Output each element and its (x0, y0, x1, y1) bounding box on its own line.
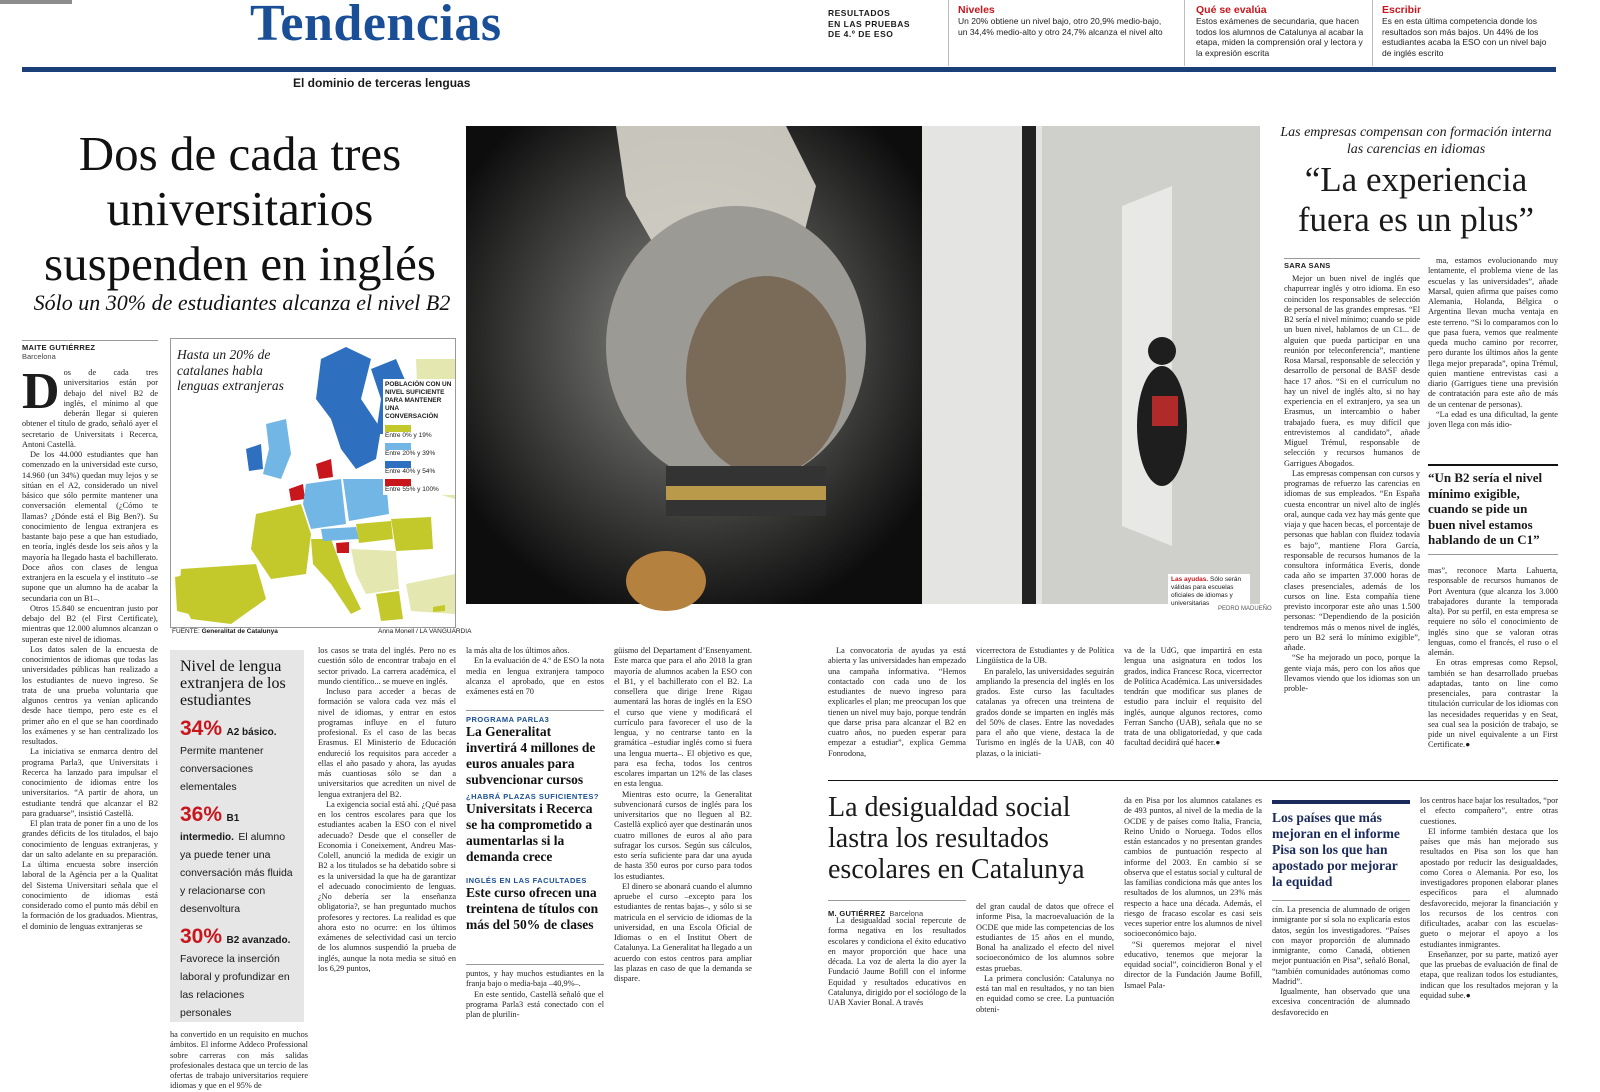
article-column-7: va de la UdG, que impartirá en esta lengua una asignatura en todos los grados, indica Francesc Roca, vicerrector de Política Académica. Las universidades tendrán que modificar sus planes de estudio para incluir el requisito del inglés, aunque algunos rectores, como Ferran Sancho (UAB), señala que no se trata de una obligatoriedad, y que cada facultad decidirá qué hacer.● (1124, 646, 1263, 748)
article-column-4: güismo del Departament d’Ensenyament. Este marca que para el año 2018 la gran mayoría de alumnos acaben la ESO con el B1, y el bachillerato con el B2. La consellera que dirige Irene Rigau aumentará las horas de inglés en la ESO el curso que viene y modificará el currículo para favorecer el uso de la lengua, y no centrarse tanto en la gramática –estudiar inglés como si fuera una lengua muerta–. El objetivo es que, para esa fecha, todos los centros escolares impartan un 12% de las clases en esta lengua. Mientras esto ocurre, la Generalitat subvencionará cursos de inglés para los universitarios que no lleguen al B2. Castellà explicó ayer que destinarán unos cuatro millones de euros al año para sufragar los cursos. Según sus cálculos, esto sería suficiente para dar una ayuda de hasta 350 euros por curso para todos los estudiantes. El dinero se abonará cuando el alumno apruebe el curso –excepto para los estudiantes de rentas bajas–, y sólo si se matricula en el servicio de idiomas de la universidad, en una Escola Oficial de Idiomas o en el Institut Obert de Catalunya. La Generalitat ha llegado a un acuerdo con estos centros para ampliar las plazas en caso de que la demanda se dispare. (614, 646, 752, 983)
article-column-2-tail: ha convertido en un requisito en muchos ámbitos. El informe Addeco Professional sobre carreras con más salidas profesionales destaca que un tercio de las ofertas de trabajo universitarios requiere idiomas y que en el 95% de (170, 1030, 308, 1091)
photo-corridor (922, 126, 1260, 604)
sidebar-facultades: INGLÉS EN LAS FACULTADES Este curso ofrecen una treintena de títulos con más del 50% de clases (466, 876, 599, 932)
article-divider (828, 780, 1558, 781)
map-source: FUENTE: Generalitat de Catalunya (172, 628, 278, 635)
results-label: RESULTADOS EN LAS PRUEBAS DE 4.º DE ESO (828, 8, 911, 39)
right-column-2a: ma, estamos evolucionando muy lentamente, el problema viene de las escuelas y las universidades”, añade Marsal, quien afirma que países como Alemania, Holanda, Bélgica o Argentina llevan mucha ventaja en este terreno. “Si lo comparamos con lo que pasa fuera, vemos que realmente queda mucho camino por recorrer, pero durante los últimos años la gente llega mejor preparada”, opina Trémul, quien mantiene entrevistas casi a diario (Garrigues tiene una previsión de contratación para este año de más de un centenar de personas). “La edad es una dificultad, la gente joven llega con más idio- (1428, 256, 1558, 429)
article-column-6: vicerrectora de Estudiantes y de Política Lingüística de la UB. En paralelo, las universidades seguirán ampliando la presencia del inglés en los grados. Este curso las facultades catalanas ya ofrecen una treintena de grados donde se imparten en inglés más del 50% de clases. Entre las novedades para el año que viene, destaca la de Turismo en inglés de la UAB, con 40 plazas, o la iniciati- (976, 646, 1114, 758)
header-divider (1184, 0, 1185, 66)
section-title: Tendencias (250, 0, 502, 52)
second-column-1: La desigualdad social repercute de forma negativa en los resultados escolares y condiciona el éxito educativo en mayor proporción que hace una década. La voz de alerta la dio ayer la Fundació Jaume Bofill con el informe Equidad y resultados educativos en Catalunya, dirigido por el sociólogo de la UAB Xavier Bonal. A través (828, 916, 966, 1007)
right-kicker: Las empresas compensan con formación interna las carencias en idiomas (1280, 125, 1552, 157)
drop-cap: D (22, 363, 60, 420)
level-b2: 30% B2 avanzado. Favorece la inserción laboral y profundizar en las relaciones personales (180, 925, 291, 1019)
photo-credit: PEDRO MADUEÑO (1218, 606, 1272, 612)
legend-swatch (385, 479, 411, 486)
article-column-5: La convocatoria de ayudas ya está abierta y las universidades han empezado una campaña informativa. “Hemos contactado con cada uno de los estudiantes de nuevo ingreso para explicarles el plan; me preocupan los que tienen un nivel muy bajo, porque tendrán que darse prisa para alcanzar el B2 en cuatro años, no pueden esperar para empezar a estudiar”, explica Gemma Fonrodona, (828, 646, 966, 758)
pisa-highlight-box: Los países que más mejoran en el informe Pisa son los que han apostado por mejorar la equidad (1272, 800, 1410, 890)
sidebar-plazas: ¿HABRÁ PLAZAS SUFICIENTES? Universitats i Recerca se ha comprometido a aumentarlas si la demanda crece (466, 792, 599, 864)
photo-caption: Las ayudas. Sólo serán válidas para escuelas oficiales de idiomas y universitarias (1168, 574, 1250, 618)
article-column-1: D os de cada tres universitarios están por debajo del nivel B2 de inglés, el mínimo al que deberán llegar si quieren obtener el título de grado, señaló ayer el secretario de Universitats i Recerca, Antoni Castellà. De los 44.000 estudiantes que han comenzado en la universidad este curso, 14.960 (un 34%) quedan muy lejos y se sitúan en el A2, considerado un nivel básico que sólo permite mantener una conversación elemental (¿Cómo te llamas? ¿Dónde está el Big Ben?). Su conocimiento de lengua extranjera es bastante bajo pese a que han estudiado, en teoría, inglés desde los seis años y la mayoría ha llegado hasta el bachillerato. Doce años con clases de lengua extranjera en la escuela y el instituto –se supone que un alumno ha de acabar la secundaria con un B1–. Otros 15.840 se encuentran justo por debajo del B2 (el First Certificate), mientras que 12.000 alumnos alcanzan o superan este nivel de idiomas. Los datos salen de la encuesta de conocimientos de idiomas que todas las universidades públicas han realizado a los estudiantes de nuevo ingreso. Se trata de una prueba voluntaria que algunos centros ya venían aplicando desde hace tiempo, pero este es el primer año en el que se han coordinado los exámenes y se han centralizado los resultados. La iniciativa se enmarca dentro del programa Parla3, que Universitats i Recerca ha lanzado para impulsar el conocimiento de idiomas entre los universitarios. “A partir de ahora, un estudiante tendrá que alcanzar el B2 para graduarse”, insistió Castellà. El plan trata de poner fin a uno de los grandes déficits de los titulados, el bajo conocimiento de lenguas extranjeras, y dar un salto adelante en su preparación. La última encuesta sobre inserción laboral de la Agència per a la Qualitat del Sistema Universitari señala que el conocimiento de idiomas está considerado como el punto más débil en la formación de los graduados. Mientras, el dominio de lenguas extranjeras se (22, 363, 158, 931)
europe-map-graphic (170, 338, 456, 628)
article-column-2: los casos se trata del inglés. Pero no es cuestión sólo de encontrar trabajo en el sector privado. La carrera académica, el mundo científico... se mueve en inglés. Incluso para acceder a becas de formación se valora cada vez más el nivel de idiomas, y entrar en estos programas influye en el futuro profesional. Es el caso de las becas Erasmus. El Ministerio de Educación endureció los requisitos para acceder a ellas el año pasado y ahora, las ayudas más cuantiosas sólo se dan a universitarios que acrediten un nivel de lengua extranjera del B2. La exigencia social está ahí. ¿Qué pasa en los centros escolares para que los estudiantes acaben la ESO con el nivel adecuado? Desde que el conseller de Economia i Coneixement, Andreu Mas-Colell, anunció la medida de exigir un B2 a los titulados se ha debatido sobre si es la universidad la que ha de garantizar el adecuado conocimiento de lenguas. ¿No debería ser la enseñanza obligatoria?, se han preguntado muchos profesores y rectores. La realidad es que ahora esto no ocurre: en los últimos exámenes de selectividad casi un tercio de los alumnos suspendió la prueba de inglés, aunque la nota media se situó en los 6,29 puntos, (318, 646, 456, 973)
map-legend: POBLACIÓN CON UN NIVEL SUFICIENTE PARA MANTENER UNA CONVERSACIÓN Entre 0% y 19% Entre 20% y 39% Entre 40% y 54% Entre 55% y 100% (383, 379, 455, 495)
map-austria (321, 527, 359, 541)
main-headline: Dos de cada tres universitarios suspenden en inglés (44, 126, 436, 291)
right-byline: SARA SANS (1284, 258, 1420, 270)
info-box-niveles: Niveles Un 20% obtiene un nivel bajo, otro 20,9% medio-bajo, un 34,4% medio-alto y otro 24,7% alcanza el nivel alto (958, 4, 1163, 37)
second-column-4: cín. La presencia de alumnado de origen inmigrante por sí sola no explicaría estos datos, según los investigadores. “Países con mayor proporción de alumnado inmigrante, como Canadá, obtienen mejor puntuación en Pisa”, señaló Bonal, “también comunidades autónomas como Madrid”. Igualmente, han observado que una excesiva concentración de alumnado desfavorecido en (1272, 900, 1410, 1044)
level-infobox: Nivel de lengua extranjera de los estudiantes 34% A2 básico. Permite mantener conversaciones elementales 36% B1 intermedio. El alumno ya puede tener una conversación más fluida y relacionarse con desenvoltura 30% B2 avanzado. Favorece la inserción laboral y profundizar en las relaciones personales (170, 650, 304, 1022)
map-note: Hasta un 20% de catalanes habla lenguas extranjeras (177, 347, 284, 393)
legend-swatch (385, 425, 411, 432)
corridor-photo (922, 126, 1260, 604)
photo-guard (466, 126, 922, 604)
subsection-title: El dominio de terceras lenguas (293, 76, 471, 90)
main-subhead: Sólo un 30% de estudiantes alcanza el nivel B2 (33, 290, 451, 315)
right-headline: “La experiencia fuera es un plus” (1297, 160, 1535, 239)
article-column-3: la más alta de los últimos años. En la evaluación de 4.º de ESO la nota media en lengua extranjera tampoco alcanza el aprobado, que en estos exámenes está en 70 (466, 646, 604, 696)
map-credit: Anna Monell / LA VANGUARDIA (378, 628, 472, 635)
sidebar-parla3: PROGRAMA PARLA3 La Generalitat invertirá 4 millones de euros anuales para subvencionar cursos (466, 710, 604, 788)
header-divider (948, 0, 949, 66)
corner-mark (0, 0, 72, 4)
second-column-5: los centros hace bajar los resultados, “por el efecto compañero”, entre otras cuestiones. El informe también destaca que los países que más han mejorado sus resultados en Pisa son los que han apostado por reducir las desigualdades, como Corea o Alemania. Por eso, los investigadores proponen elaborar planes específicos para el alumnado desfavorecido, mejorar la financiación y los recursos de los centros con dificultades, acabar con las escuelas-gueto o mejorar el apoyo a los estudiantes inmigrantes. Enseñanzer, por su parte, matizó ayer que las pruebas de evaluación de final de etapa, que realizan todos los estudiantes, indican que los resultados mejoran y la equidad sube.● (1420, 796, 1559, 1000)
pull-quote: “Un B2 sería el nivel mínimo exigible, cuando se pide un buen nivel estamos hablando de un C1” (1428, 464, 1558, 555)
right-column-2b: mas”, reconoce Marta Lahuerta, responsable de recursos humanos de Port Aventura (que alcanza los 3.000 trabajadores durante la temporada alta). Por su perfil, en esta empresa se requiere no sólo el conocimiento de inglés sino que se valoran otras lenguas, como el francés, el ruso o el alemán. En otras empresas como Repsol, también se han desarrollado pruebas adaptadas, tanto on line como presenciales, para contrastar la titulación curricular de los idiomas con las necesidades requeridas y en Seat, sea cual sea la posición de trabajo, se pide un nivel equivalente a un First Certificate.● (1428, 566, 1558, 750)
guard-helmet-photo (466, 126, 922, 604)
legend-swatch (385, 443, 411, 450)
level-b1: 36% B1 intermedio. El alumno ya puede tener una conversación más fluida y relacionarse con desenvoltura (180, 803, 293, 915)
legend-swatch (385, 461, 411, 468)
second-byline: M. GUTIÉRREZ Barcelona (828, 900, 966, 921)
map-slovenia (336, 542, 349, 553)
second-headline: La desigualdad social lastra los resultados escolares en Catalunya (828, 792, 1085, 885)
right-column-1: Mejor un buen nivel de inglés que chapurrear inglés y otro idioma. En eso coinciden los responsables de selección de personal de las grandes empresas. “El B2 sería el nivel mínimo; cuando se pide un buen nivel, hablamos de un C1... de alguien que pueda participar en una reunión por teleconferencia”, mantiene Rosa Marsal, responsable de selección y desarrollo de personal de BASF desde hace 17 años. “Si en el currículum no hay un nivel de inglés alto, si no hay experiencia en el extranjero, ya sea un Erasmus, un intercambio o haber trabajado fuera, es muy difícil que entrevistemos al candidato”, añade Miguel Trémul, responsable de selección y recursos humanos de Garrigues Abogados. Las empresas compensan con cursos y programas de refuerzo las carencias en idiomas de sus empleados. “En España cuesta encontrar un nivel alto de inglés oral, aunque cada vez hay más gente que viaja y que hacen becas, el porcentaje de personas que hablan con fluidez todavía es bajo”, mantiene Flora García, responsable de recursos humanos de la consultora informática Everis, donde cada año se imparten 37.000 horas de clases presenciales, además de los cursos on line. Esta compañía tiene previsto incorporar este año unas 1.500 personas: “Dependiendo de la posición tendremos más o menos nivel de inglés, pero un B2 será lo mínimo exigible”, añade. “Se ha mejorado un poco, porque la gente viaja más, pero con los años que llevamos viendo que los idiomas son un proble- (1284, 274, 1420, 693)
info-box-que-se-evalua: Qué se evalúa Estos exámenes de secundaria, que hacen todos los alumnos de Catalunya al acabar la etapa, miden la comprensión oral y lectora y la expresión escrita (1196, 4, 1364, 58)
byline: MAITE GUTIÉRREZ Barcelona (22, 340, 158, 361)
header-divider (1372, 0, 1373, 66)
article-column-3-tail: puntos, y hay muchos estudiantes en la franja bajo o media-baja –40,9%–. En este sentido, Castellà señaló que el programa Parla3 está conectado con el plan de plurilin- (466, 964, 604, 1044)
second-column-2: del gran caudal de datos que ofrece el informe Pisa, la macroevaluación de la OCDE que mide las competencias de los estudiantes de 15 años en el mundo, Bonal ha analizado el efecto del nivel socioeconómico de los alumnos sobre estas pruebas. La primera conclusión: Catalunya no está tan mal en resultados, y no tan bien en equidad como se cree. La puntuación obteni- (976, 902, 1114, 1014)
level-a2: 34% A2 básico. Permite mantener conversaciones elementales (180, 717, 277, 793)
map-germany (303, 479, 346, 529)
info-box-escribir: Escribir Es en esta última competencia donde los resultados son más bajos. Un 44% de los estudiantes acaba la ESO con un nivel bajo de inglés escrito (1382, 4, 1547, 58)
section-rule (22, 67, 1556, 72)
map-romania (391, 517, 433, 551)
second-column-3: da en Pisa por los alumnos catalanes es de 493 puntos, al nivel de la media de la OCDE y de países como Italia, Francia, Reino Unido o Noruega. Todos ellos están estancados y no presentan grandes cambios de puntuación respecto al informe del 2003. En cambio sí se observa que el estatus social y cultural de las familias condiciona más que antes los resultados de los alumnos, un 23% más respecto a hace una década. Además, el riesgo de fracaso escolar es casi seis veces superior entre los alumnos de nivel socioeconómico bajo. “Si queremos mejorar el nivel educativo, tenemos que mejorar la equidad social”, coincidieron Bonal y el director de la Fundación Jaume Bofill, Ismael Pala- (1124, 796, 1262, 990)
